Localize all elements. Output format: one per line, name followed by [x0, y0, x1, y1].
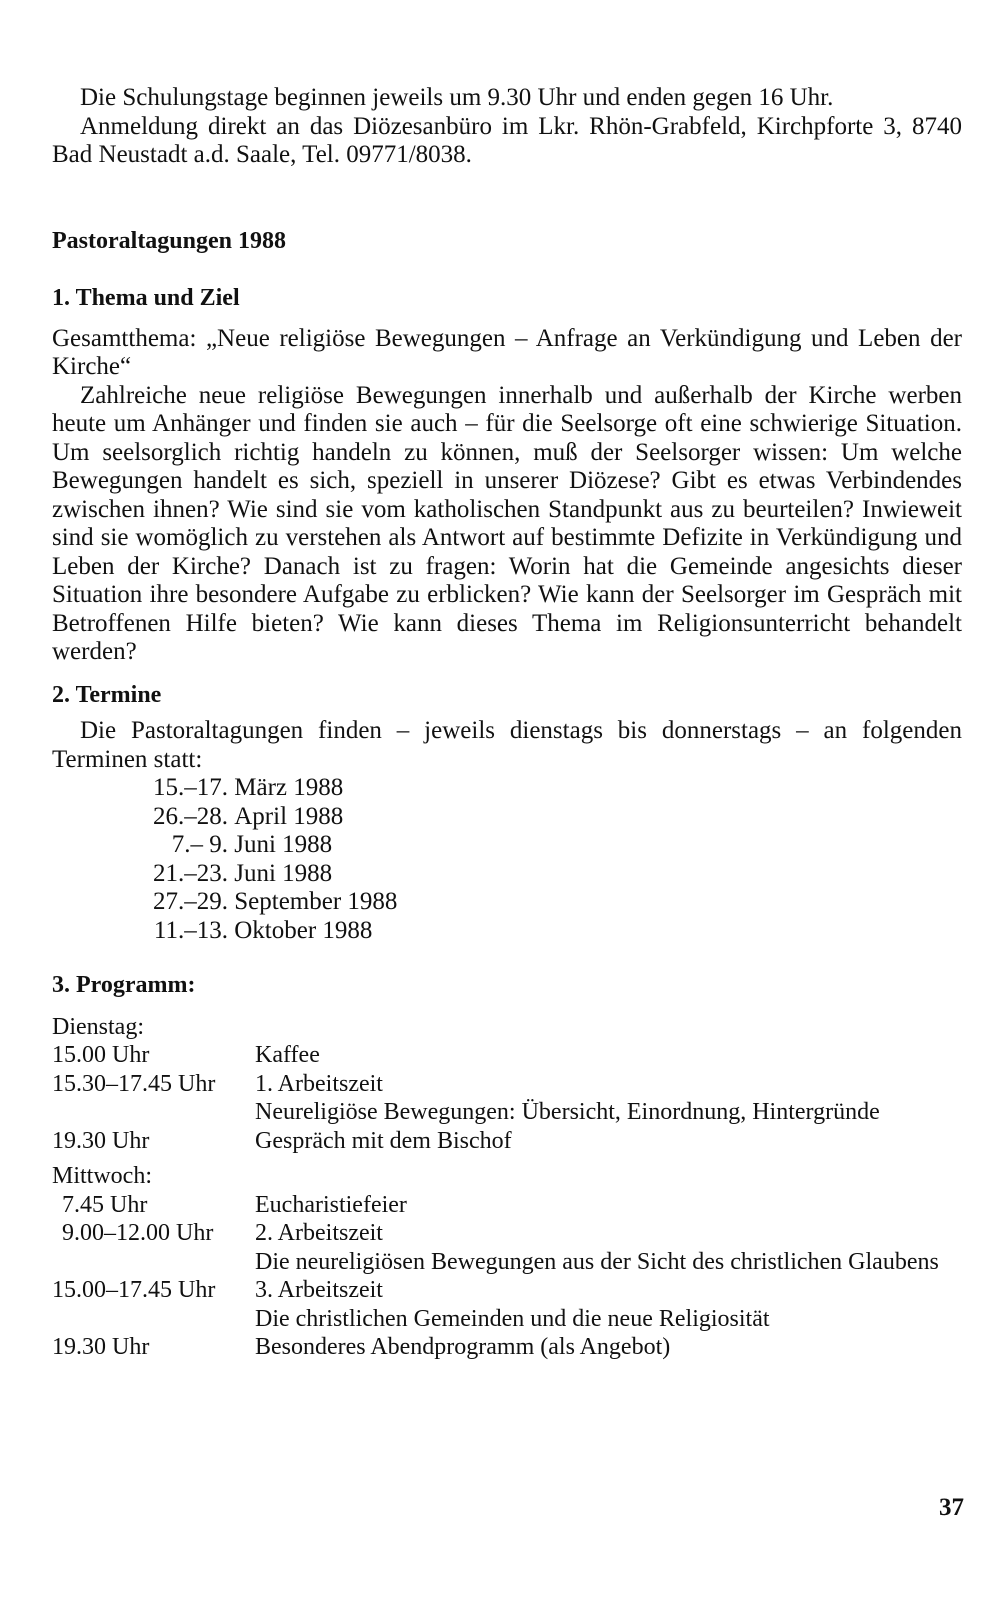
program-row: [52, 1191, 962, 1220]
day-label-tuesday: Dienstag:: [52, 1013, 144, 1040]
page-number: 37: [939, 1494, 964, 1521]
date-list: [131, 774, 962, 945]
date-month: Juni 1988: [234, 859, 333, 887]
program-description: [255, 1219, 962, 1276]
program-title: 2. Arbeitszeit: [255, 1220, 383, 1246]
program-row: [52, 1333, 962, 1362]
date-item: [131, 774, 962, 803]
section3-heading: 3. Programm:: [52, 972, 196, 998]
program-row: [52, 1276, 962, 1333]
program-time: 19.30 Uhr: [52, 1127, 150, 1154]
section1-heading: 1. Thema und Ziel: [52, 285, 240, 311]
program-title: Besonderes Abendprogramm (als Angebot): [255, 1334, 671, 1360]
date-range: 21.–23.: [153, 859, 228, 887]
program-title: Gespräch mit dem Bischof: [255, 1127, 512, 1154]
program-time: 15.30–17.45 Uhr: [52, 1070, 216, 1097]
program-row: [52, 1127, 962, 1156]
program-time: 7.45 Uhr: [62, 1191, 148, 1218]
section1-body: Zahlreiche neue religiöse Bewegungen innerhalb und außerhalb der Kirche werben heute um Anhänger und finden sie auch – für die Seelsorge oft eine schwierige Situation. Um seelsorglich richtig handeln zu können, muß der Seelsorger wissen: Um welche Bewegungen handelt es sich, speziell in unserer Diözese? Gibt es etwas Verbindendes zwischen ihnen? Wie sind sie vom katholischen Standpunkt aus zu beurteilen? Inwieweit sind sie womöglich zu verstehen als Antwort auf bestimmte Defizite in Verkündigung und Leben der Kirche? Danach ist zu fragen: Worin hat die Gemeinde angesichts dieser Situation ihre besondere Aufgabe zu erblicken? Wie kann der Seelsorger im Gespräch mit Betroffenen Hilfe bieten? Wie kann dieses Thema im Religionsunterricht behandelt werden?: [52, 381, 962, 665]
program-description: [255, 1070, 962, 1127]
section2-body: Die Pastoraltagungen finden – jeweils dienstags bis donnerstags – an folgenden Terminen statt:: [52, 717, 962, 773]
day-label-wednesday: Mittwoch:: [52, 1163, 152, 1189]
program-row: [52, 1070, 962, 1127]
date-item: [131, 860, 962, 889]
program-description: [255, 1276, 962, 1333]
date-item: [131, 917, 962, 946]
program-detail: Die christlichen Gemeinden und die neue Religiosität: [255, 1305, 770, 1332]
program-title: 1. Arbeitszeit: [255, 1070, 383, 1097]
program-row: [52, 1041, 962, 1070]
date-range: 27.–29.: [153, 888, 228, 915]
date-range: 7.– 9.: [171, 831, 228, 858]
date-item: [131, 888, 962, 917]
program-title: Eucharistiefeier: [255, 1191, 407, 1218]
date-item: [131, 831, 962, 860]
date-month: April 1988: [234, 802, 344, 830]
section2-heading: 2. Termine: [52, 681, 162, 708]
program-title: 3. Arbeitszeit: [255, 1277, 383, 1303]
date-item: [131, 803, 962, 832]
program-detail: Die neureligiösen Bewegungen aus der Sicht des christlichen Glaubens: [255, 1248, 939, 1275]
section1-theme: Gesamtthema: „Neue religiöse Bewegungen – Anfrage an Verkündigung und Leben der Kirche“: [52, 324, 962, 380]
date-month: März 1988: [234, 774, 344, 801]
document-page: [52, 84, 962, 1362]
date-month: Juni 1988: [234, 831, 333, 858]
program-time: 9.00–12.00 Uhr: [62, 1220, 214, 1246]
date-range: 26.–28.: [153, 802, 228, 830]
program-time: 15.00 Uhr: [52, 1042, 150, 1068]
main-heading: Pastoraltagungen 1988: [52, 227, 286, 254]
intro-schedule-text: Die Schulungstage beginnen jeweils um 9.30 Uhr und enden gegen 16 Uhr.: [80, 84, 834, 111]
program-title: Kaffee: [255, 1042, 320, 1068]
date-month: September 1988: [234, 888, 398, 915]
program-time: 15.00–17.45 Uhr: [52, 1277, 216, 1303]
program-detail: Neureligiöse Bewegungen: Übersicht, Einordnung, Hintergründe: [255, 1099, 880, 1125]
date-month: Oktober 1988: [234, 916, 373, 944]
date-range: 11.–13.: [153, 916, 228, 944]
program-time: 19.30 Uhr: [52, 1334, 150, 1360]
program-schedule: [52, 1013, 962, 1362]
intro-registration-text: Anmeldung direkt an das Diözesanbüro im Lkr. Rhön-Grabfeld, Kirchpforte 3, 8740 Bad Neustadt a.d. Saale, Tel. 09771/8038.: [52, 112, 962, 168]
program-row: [52, 1219, 962, 1276]
date-range: 15.–17.: [153, 774, 228, 801]
